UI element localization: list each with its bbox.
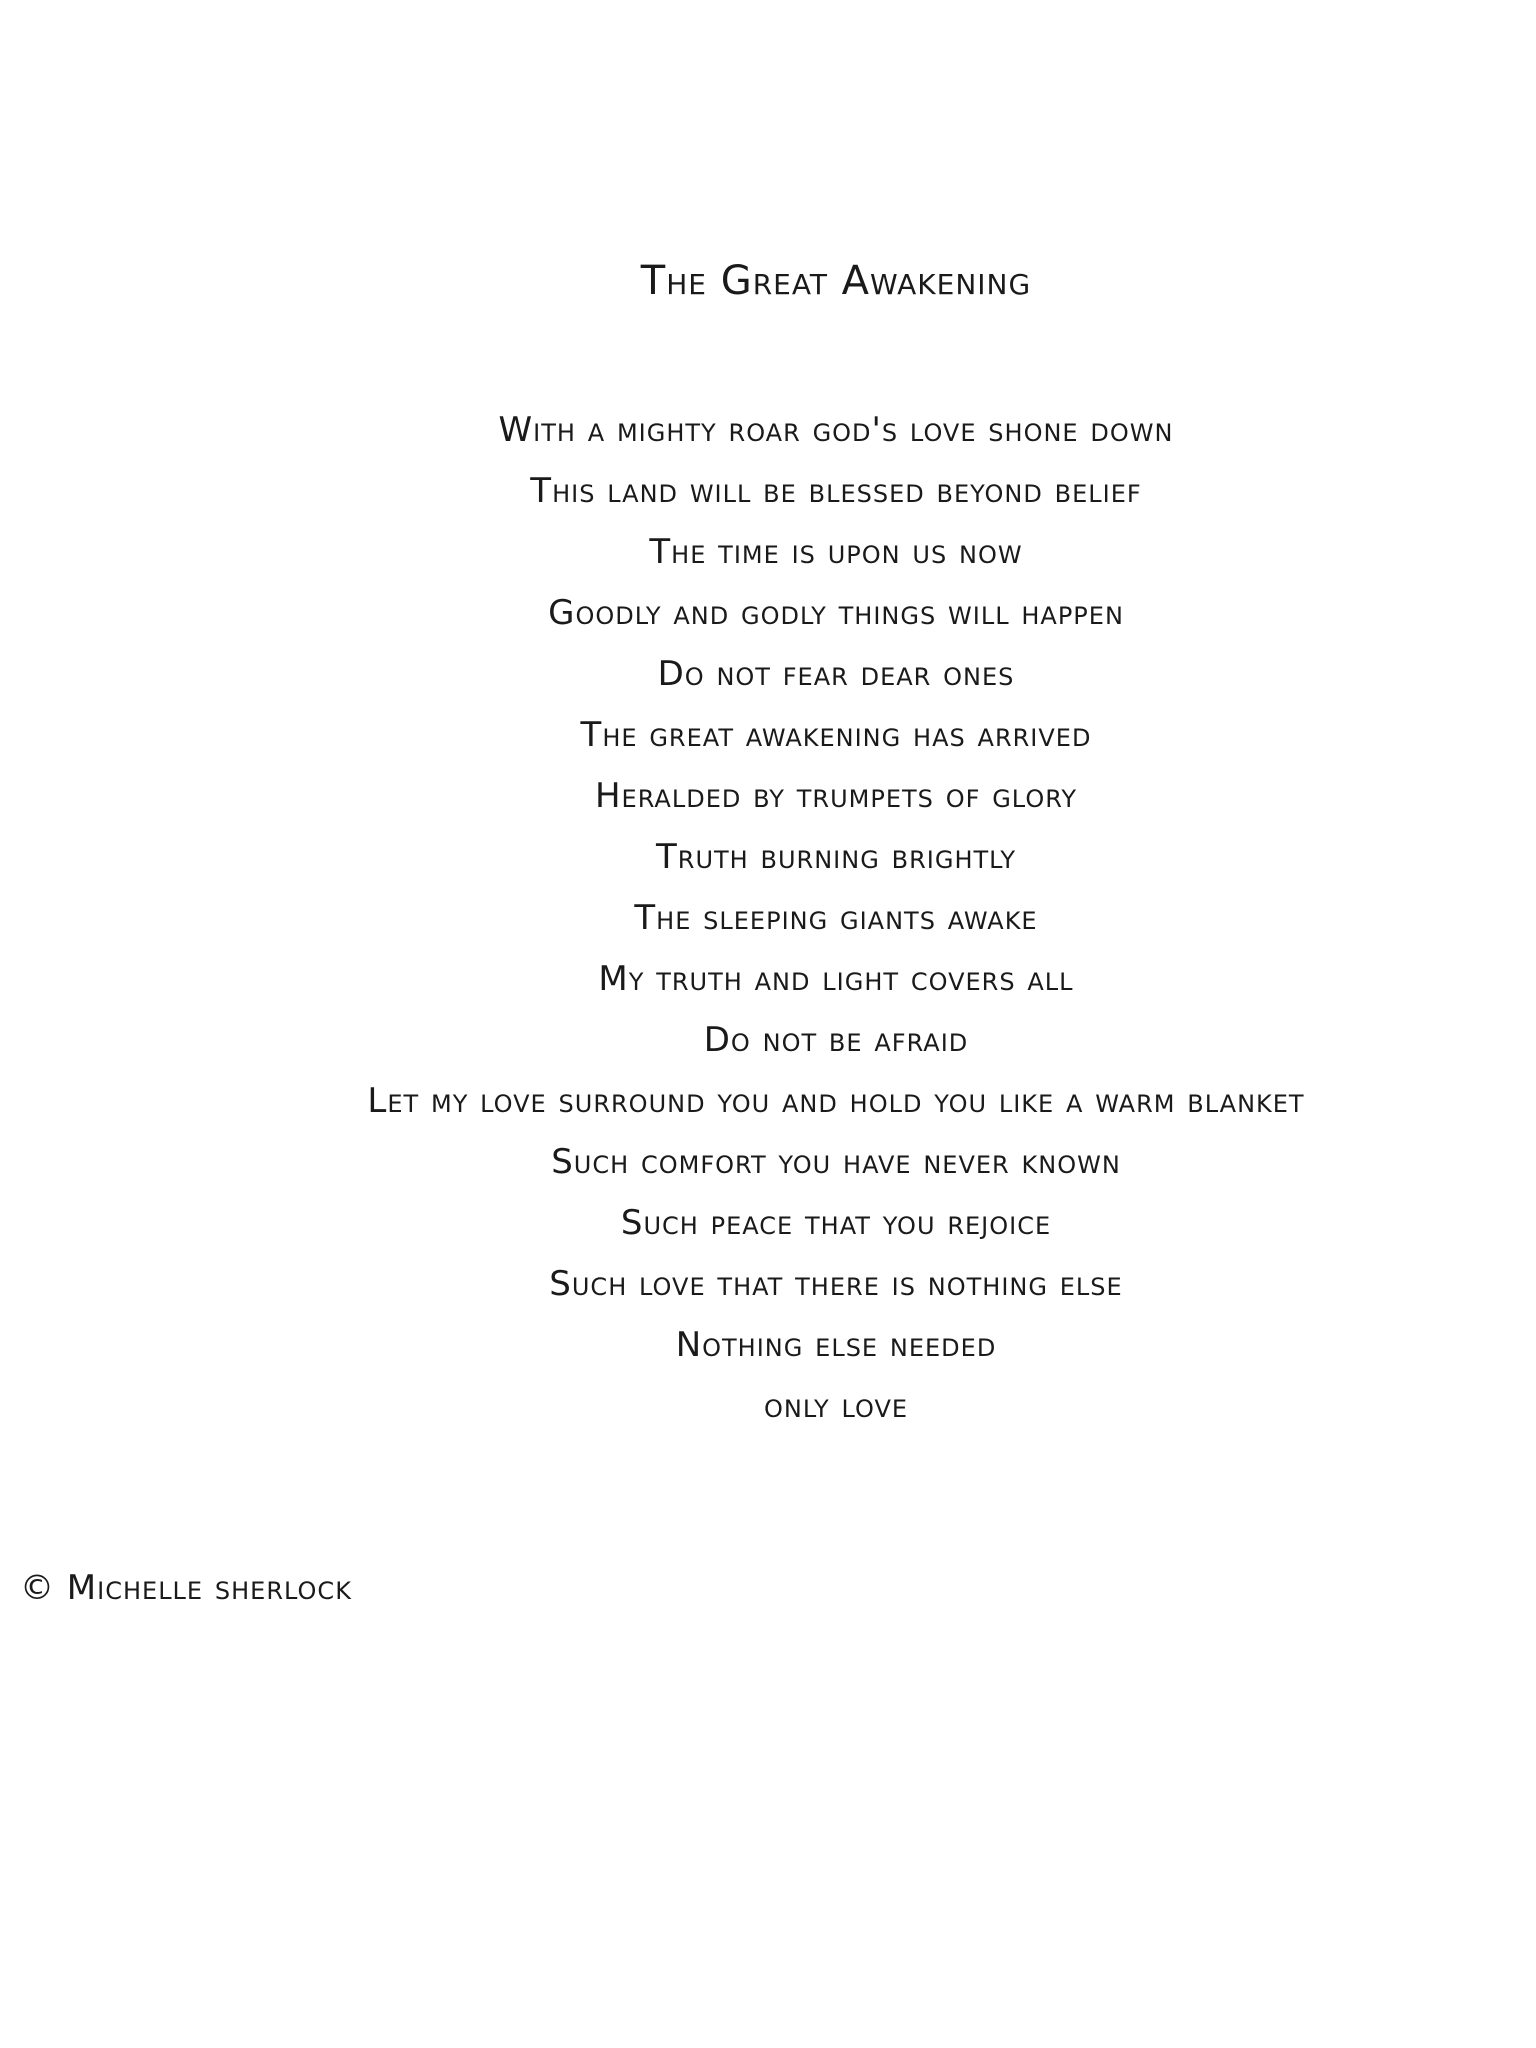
poem-line: The sleeping giants awake [634,898,1038,938]
copyright-notice: © Michelle sherlock [20,1568,352,1608]
poem-line: Do not fear dear ones [657,654,1015,694]
poem-line: The great awakening has arrived [580,715,1092,755]
poem-line: Truth burning brightly [656,837,1016,877]
poem-body [0,400,1536,1437]
poem-line: Nothing else needed [675,1325,997,1365]
poem-line: This land will be blessed beyond belief [530,471,1142,511]
poem-line: Do not be afraid [703,1020,969,1060]
poem-line: Such love that there is nothing else [549,1264,1123,1304]
poem-line: only love [763,1386,909,1426]
poem-line: Such comfort you have never known [551,1142,1121,1182]
poem-line: With a mighty roar god's love shone down [498,410,1174,450]
poem-line: Let my love surround you and hold you like a warm blanket [367,1081,1305,1121]
poem-line: My truth and light covers all [598,959,1074,999]
poem-title: The Great Awakening [640,258,1032,304]
poem-line: The time is upon us now [649,532,1023,572]
poem-line: Heralded by trumpets of glory [594,776,1078,816]
poem-line: Goodly and godly things will happen [548,593,1124,633]
poem-line: Such peace that you rejoice [620,1203,1052,1243]
